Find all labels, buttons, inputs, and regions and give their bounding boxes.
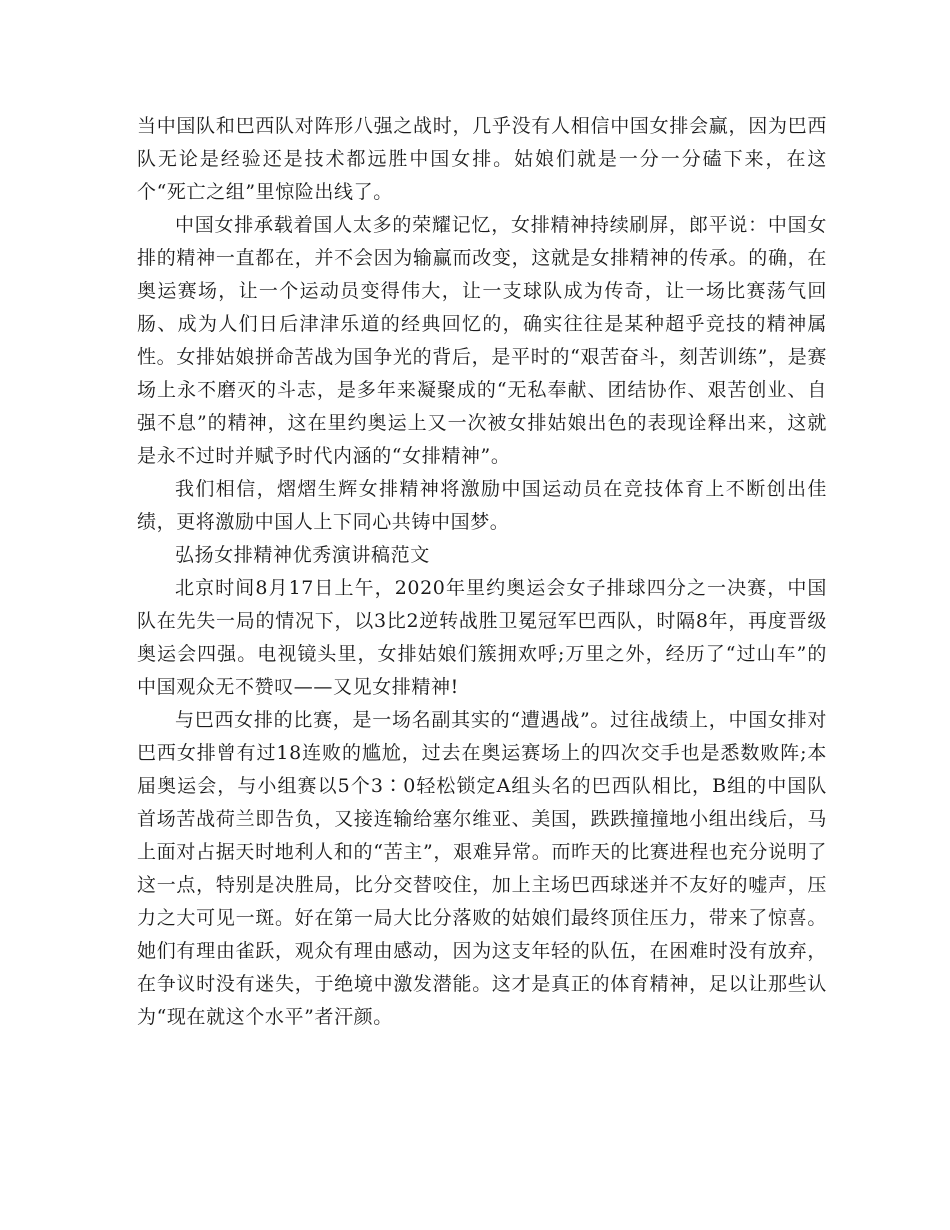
section-heading: 弘扬女排精神优秀演讲稿范文	[175, 544, 430, 566]
paragraph-belief: 我们相信，熠熠生辉女排精神将激励中国运动员在竞技体育上不断创出佳绩，更将激励中国人上下同心共铸中国梦。	[137, 478, 827, 533]
paragraph-continuation: 当中国队和巴西队对阵形八强之战时，几乎没有人相信中国女排会赢，因为巴西队无论是经验还是技术都远胜中国女排。姑娘们就是一分一分磕下来，在这个“死亡之组”里惊险出线了。	[137, 115, 827, 203]
paragraph-match-report: 北京时间8月17日上午，2020年里约奥运会女子排球四分之一决赛，中国队在先失一局的情况下，以3比2逆转战胜卫冕冠军巴西队，时隔8年，再度晋级奥运会四强。电视镜头里，女排姑娘们簇拥欢呼;万里之外，经历了“过山车”的中国观众无不赞叹——又见女排精神!	[137, 577, 827, 698]
paragraph-volleyball-spirit: 中国女排承载着国人太多的荣耀记忆，女排精神持续刷屏，郎平说：中国女排的精神一直都在，并不会因为输赢而改变，这就是女排精神的传承。的确，在奥运赛场，让一个运动员变得伟大，让一支球队成为传奇，让一场比赛荡气回肠、成为人们日后津津乐道的经典回忆的，确实往往是某种超乎竞技的精神属性。女排姑娘拼命苦战为国争光的背后，是平时的“艰苦奋斗，刻苦训练”，是赛场上永不磨灭的斗志，是多年来凝聚成的“无私奉献、团结协作、艰苦创业、自强不息”的精神，这在里约奥运上又一次被女排姑娘出色的表现诠释出来，这就是永不过时并赋予时代内涵的“女排精神”。	[137, 214, 827, 467]
paragraph-match-analysis: 与巴西女排的比赛，是一场名副其实的“遭遇战”。过往战绩上，中国女排对巴西女排曾有过18连败的尴尬，过去在奥运赛场上的四次交手也是悉数败阵;本届奥运会，与小组赛以5个3∶0轻松锁定A组头名的巴西队相比，B组的中国队首场苦战荷兰即告负，又接连输给塞尔维亚、美国，跌跌撞撞地小组出线后，马上面对占据天时地利人和的“苦主”，艰难异常。而昨天的比赛进程也充分说明了这一点，特别是决胜局，比分交替咬住，加上主场巴西球迷并不友好的嘘声，压力之大可见一斑。好在第一局大比分落败的姑娘们最终顶住压力，带来了惊喜。她们有理由雀跃，观众有理由感动，因为这支年轻的队伍，在困难时没有放弃，在争议时没有迷失，于绝境中激发潜能。这才是真正的体育精神，足以让那些认为“现在就这个水平”者汗颜。	[137, 709, 827, 1028]
document-page	[137, 110, 827, 1034]
